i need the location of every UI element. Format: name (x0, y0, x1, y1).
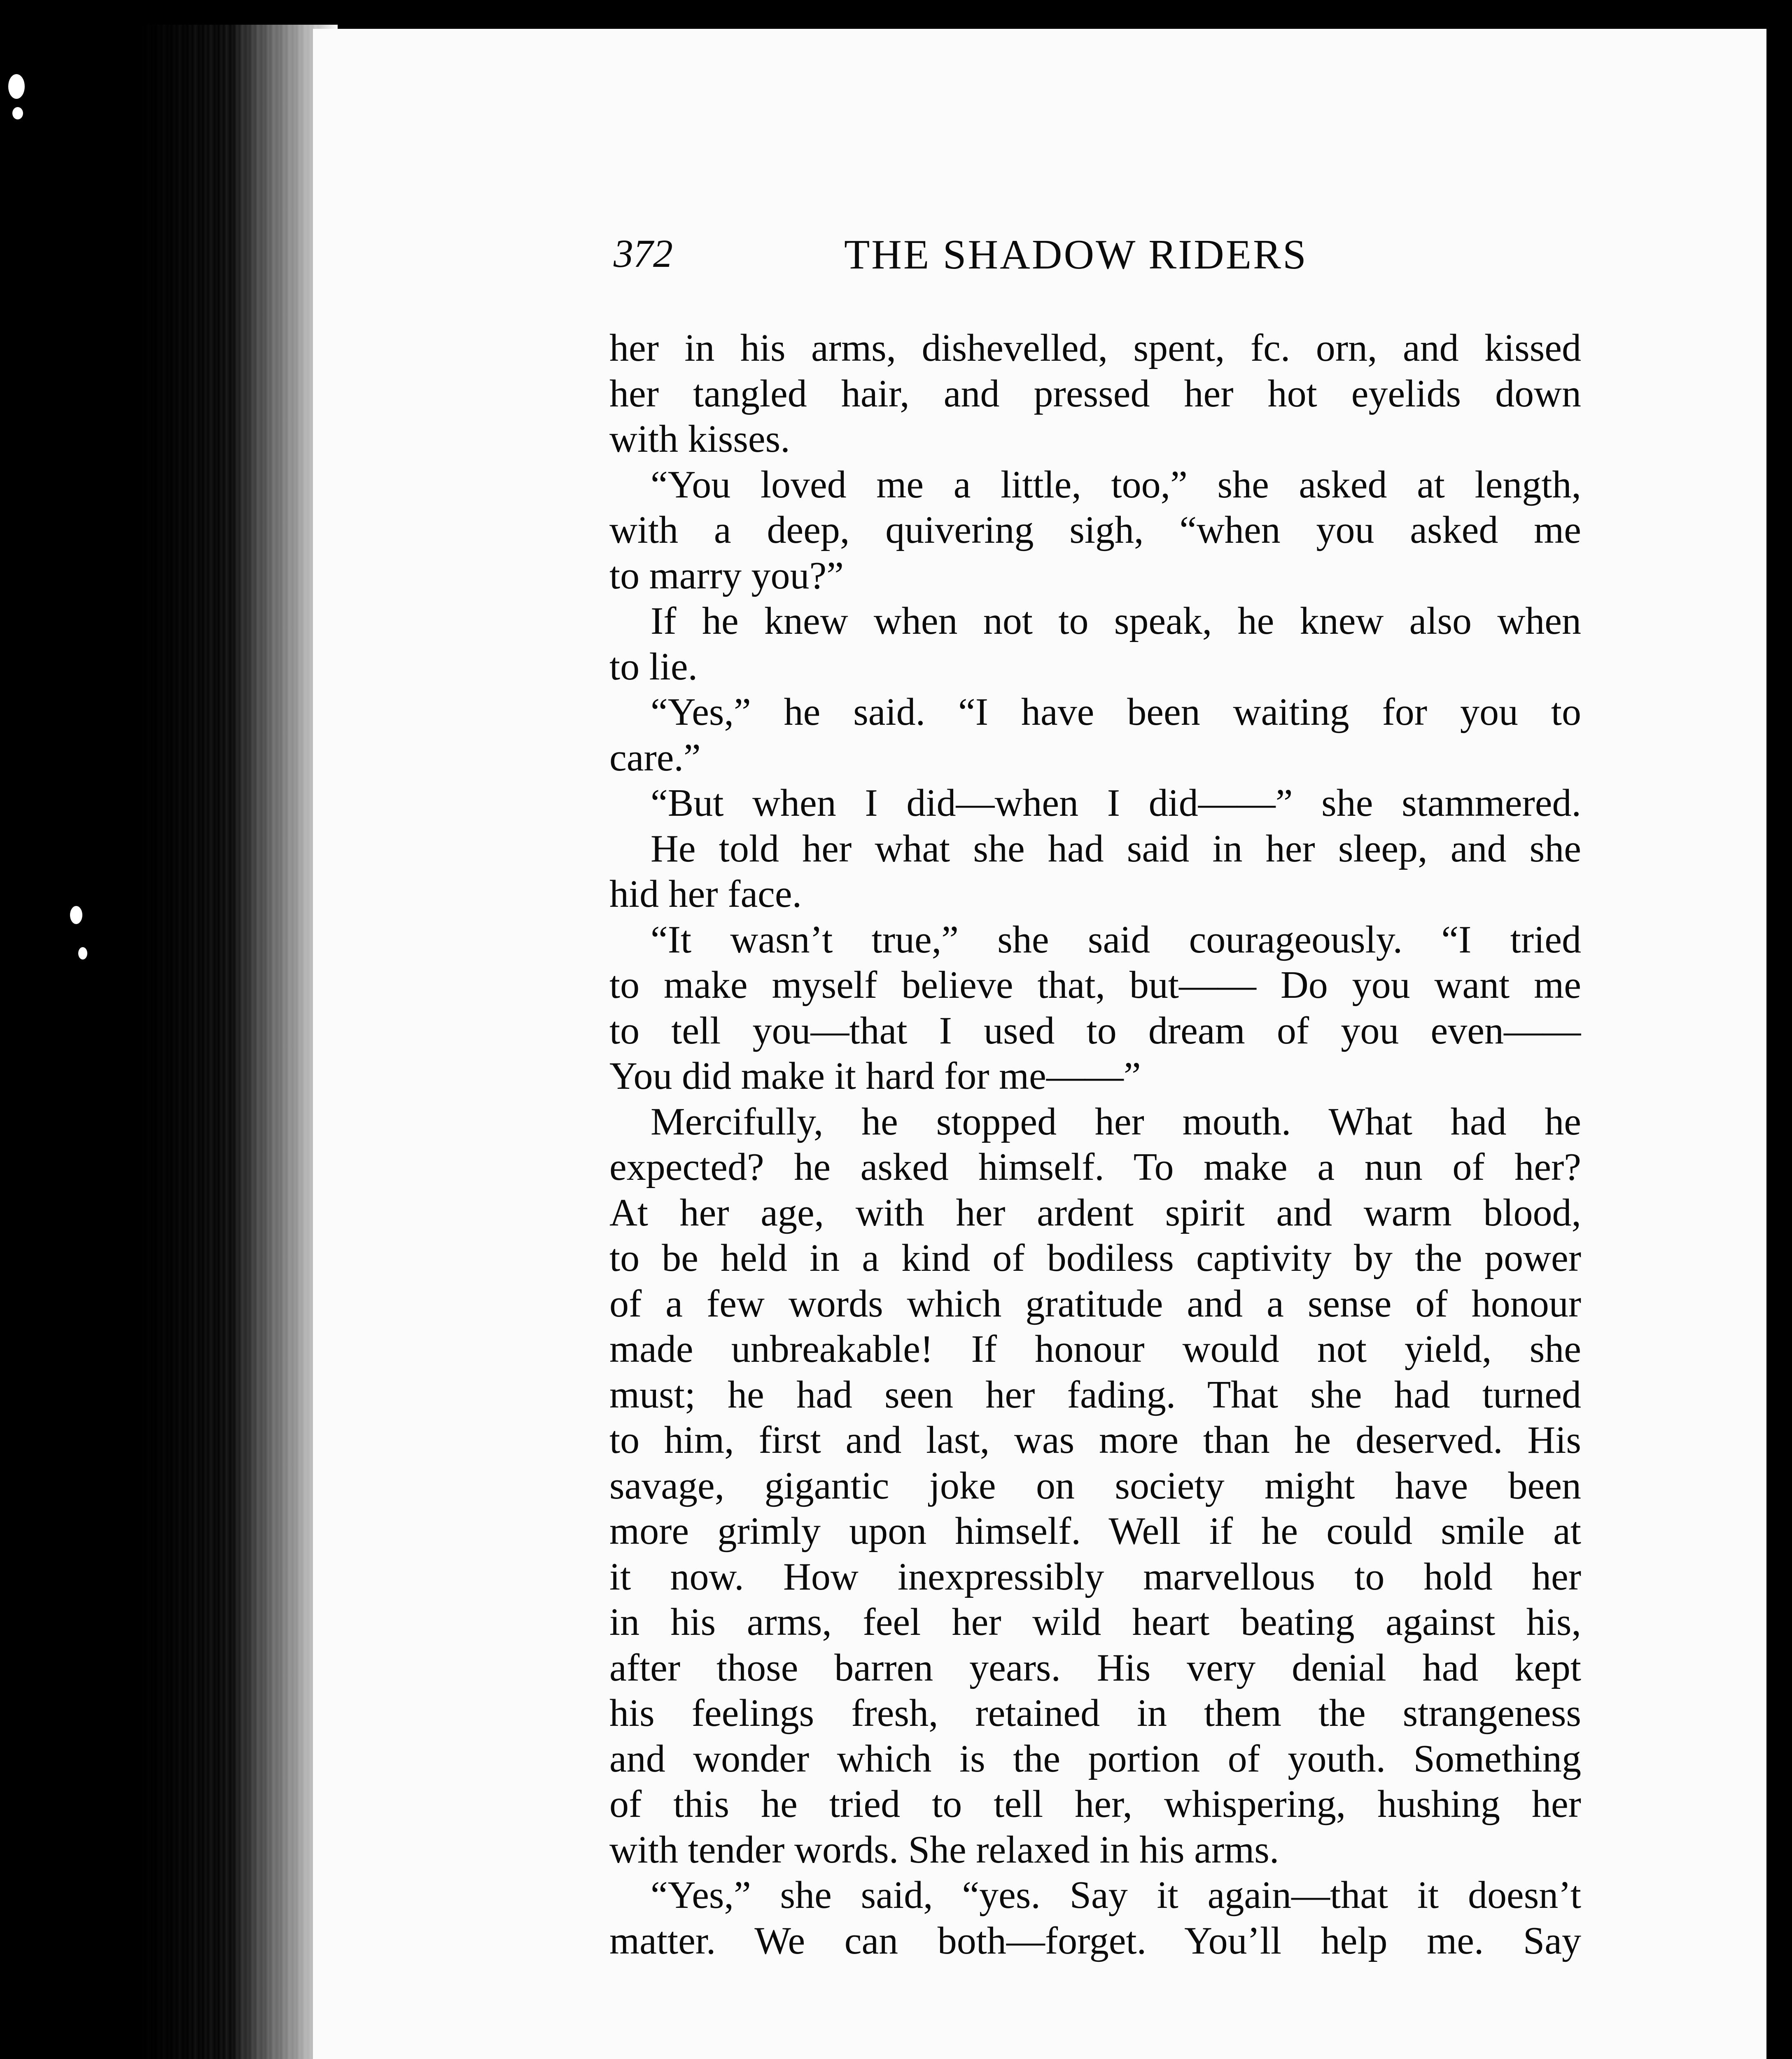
text-line: to marry you?” (609, 554, 844, 597)
text-line: more grimly upon himself. Well if he could smile at (609, 1510, 1581, 1552)
text-line: to make myself believe that, but—— Do you want me (609, 964, 1581, 1006)
text-line: to tell you—that I used to dream of you even—— (609, 1009, 1581, 1052)
text-line: and wonder which is the portion of youth. Something (609, 1737, 1581, 1780)
text-line: his feelings fresh, retained in them the strangeness (609, 1692, 1581, 1735)
text-line: Mercifully, he stopped her mouth. What had he (651, 1100, 1581, 1143)
text-line: You did make it hard for me——” (609, 1055, 1141, 1097)
text-line: “Yes,” he said. “I have been waiting for you to (651, 691, 1581, 733)
text-line: in his arms, feel her wild heart beating against his, (609, 1601, 1581, 1643)
text-line: “It wasn’t true,” she said courageously. “I tried (651, 918, 1581, 961)
running-head: THE SHADOW RIDERS (844, 231, 1308, 278)
text-line: after those barren years. His very denial had kept (609, 1646, 1581, 1689)
scan-speck (8, 74, 25, 99)
scan-speck (78, 947, 87, 959)
text-line: “Yes,” she said, “yes. Say it again—that it doesn’t (651, 1874, 1581, 1917)
text-line: “But when I did—when I did——” she stammered. (651, 782, 1581, 824)
text-line: with tender words. She relaxed in his arms. (609, 1828, 1279, 1871)
text-line: to him, first and last, was more than he deserved. His (609, 1419, 1581, 1461)
text-line: to lie. (609, 645, 698, 688)
text-line: with kisses. (609, 418, 790, 460)
text-line: it now. How inexpressibly marvellous to hold her (609, 1555, 1581, 1598)
text-line: of this he tried to tell her, whispering, hushing her (609, 1783, 1581, 1826)
text-line: savage, gigantic joke on society might have been (609, 1464, 1581, 1507)
text-line: matter. We can both—forget. You’ll help me. Say (609, 1919, 1581, 1962)
text-line: If he knew when not to speak, he knew also when (651, 600, 1581, 642)
text-line: to be held in a kind of bodiless captivity by the power (609, 1237, 1581, 1279)
text-line: with a deep, quivering sigh, “when you asked me (609, 509, 1581, 551)
text-line: hid her face. (609, 873, 802, 915)
text-line: At her age, with her ardent spirit and warm blood, (609, 1191, 1581, 1234)
text-line: He told her what she had said in her sleep, and she (651, 827, 1581, 870)
text-line: expected? he asked himself. To make a nun of her? (609, 1146, 1581, 1188)
text-line: made unbreakable! If honour would not yield, she (609, 1328, 1581, 1370)
text-line: “You loved me a little, too,” she asked at length, (651, 463, 1581, 506)
scan-speck (70, 906, 82, 924)
text-line: must; he had seen her fading. That she had turned (609, 1373, 1581, 1416)
text-line: of a few words which gratitude and a sense of honour (609, 1282, 1581, 1325)
text-line: her tangled hair, and pressed her hot eyelids down (609, 372, 1581, 415)
page-number: 372 (614, 231, 673, 275)
text-line: her in his arms, dishevelled, spent, fc. orn, and kissed (609, 327, 1581, 369)
scan-speck (12, 107, 23, 119)
body-text (609, 325, 1581, 1963)
text-line: care.” (609, 736, 701, 779)
